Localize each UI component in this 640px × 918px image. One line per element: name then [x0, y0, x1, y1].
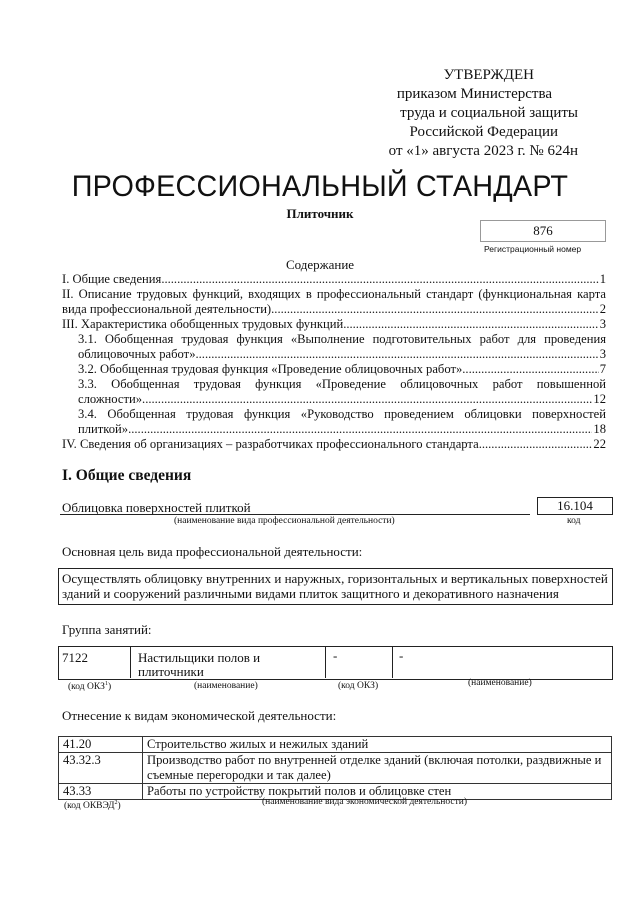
toc-item[interactable] [78, 422, 606, 437]
toc-item-text: I. Общие сведения [62, 272, 162, 286]
okved-code: 43.32.3 [59, 753, 143, 784]
toc-item-text-b: сложности» [78, 392, 143, 406]
okz-code-caption: (код ОКЗ$^1$) [68, 681, 112, 693]
okved-code: 41.20 [59, 737, 143, 753]
toc-item-text: IV. Сведения об организациях – разработчиках профессионального стандарта [62, 437, 479, 451]
toc-leader [462, 362, 598, 377]
activity-caption: (наименование вида профессиональной деятельности) [174, 516, 395, 526]
group-table-divider [325, 646, 326, 678]
toc-item-page: 7 [599, 362, 606, 376]
okved-name: Производство работ по внутренней отделке зданий (включая потолки, раздвижные и съемные перегородки и так далее) [143, 753, 612, 784]
toc-item-text-b: облицовочных работ» [78, 347, 196, 361]
toc-item-page: 2 [599, 302, 606, 316]
code-caption: код [567, 516, 581, 526]
toc-item[interactable] [62, 317, 606, 332]
toc-leader [161, 272, 598, 287]
toc-leader [271, 302, 599, 317]
toc-leader [196, 347, 599, 362]
toc-item-page: 3 [599, 347, 606, 361]
goal-text-line2: зданий и сооружений различными видами плиток защитного и декоративного назначения [62, 586, 559, 601]
group-table-divider [130, 646, 131, 678]
okz-code-2: - [333, 648, 338, 663]
toc-leader [343, 317, 599, 332]
toc-item-page: 18 [593, 422, 606, 436]
activity-underline [60, 514, 530, 515]
toc-heading: Содержание [285, 257, 355, 272]
toc-item-page: 1 [599, 272, 606, 286]
approval-line-2: приказом Министерства [396, 86, 552, 102]
registration-number-box: 876 [480, 220, 606, 242]
okz-code: 7122 [62, 650, 88, 665]
toc-item-text: 3.2. Обобщенная трудовая функция «Проведение облицовочных работ» [78, 362, 463, 376]
toc-leader [479, 437, 593, 452]
okz-name-line1: Настильщики полов и [138, 650, 261, 665]
goal-label: Основная цель вида профессиональной деятельности: [62, 544, 363, 559]
toc-leader [128, 422, 592, 437]
okved-code-caption: (код ОКВЭД$^2$) [64, 800, 121, 812]
page-title: ПРОФЕССИОНАЛЬНЫЙ СТАНДАРТ [71, 170, 569, 203]
table-row [59, 753, 612, 784]
toc-item-text-b: вида профессиональной деятельности) [62, 302, 272, 316]
group-table-divider [392, 646, 393, 678]
okz-code-2-caption: (код ОКЗ) [338, 681, 379, 691]
approval-block [389, 66, 578, 161]
toc-item-text-a[interactable]: 3.4. Обобщенная трудовая функция «Руководство проведением облицовки поверхностей [78, 407, 606, 421]
toc-leader [142, 392, 592, 407]
toc-item[interactable] [78, 392, 606, 407]
goal-text-line1: Осуществлять облицовку внутренних и наружных, горизонтальных и вертикальных поверхностей [62, 571, 608, 586]
approval-line-3: труда и социальной защиты [400, 105, 578, 121]
activity-name: Облицовка поверхностей плиткой [62, 500, 251, 515]
toc-item-text-a[interactable]: 3.1. Обобщенная трудовая функция «Выполнение подготовительных работ для проведения [78, 332, 606, 346]
okz-name-line2: плиточники [138, 664, 204, 679]
okved-table [58, 736, 612, 800]
section-heading: I. Общие сведения [62, 467, 192, 484]
toc-item[interactable] [78, 347, 606, 362]
table-of-contents [62, 272, 606, 452]
registration-number-label: Регистрационный номер [484, 244, 582, 254]
toc-item-text-a[interactable]: II. Описание трудовых функций, входящих в профессиональный стандарт (функциональная карта [62, 287, 606, 301]
page-subtitle: Плиточник [286, 206, 354, 221]
okved-name: Строительство жилых и нежилых зданий [143, 737, 612, 753]
okz-name-2-caption: (наименование) [468, 678, 532, 688]
toc-item[interactable] [62, 272, 606, 287]
toc-item[interactable] [62, 302, 606, 317]
approval-line-5: от «1» августа 2023 г. № 624н [388, 143, 578, 159]
toc-item-text: III. Характеристика обобщенных трудовых функций [62, 317, 344, 331]
toc-item[interactable] [78, 362, 606, 377]
okz-name-caption: (наименование) [194, 681, 258, 691]
toc-item-page: 22 [593, 437, 606, 451]
activity-code: 16.104 [537, 497, 613, 515]
table-row [59, 737, 612, 753]
okved-name: Работы по устройству покрытий полов и облицовке стен [143, 784, 612, 800]
approval-line-4: Российской Федерации [409, 124, 558, 140]
approval-line-1: УТВЕРЖДЕН [443, 67, 534, 83]
toc-item[interactable] [62, 437, 606, 452]
okz-name-2: - [399, 648, 404, 663]
okved-name-caption: (наименование вида экономической деятельности) [262, 797, 467, 807]
toc-item-page: 12 [593, 392, 606, 406]
econ-label: Отнесение к видам экономической деятельности: [62, 708, 337, 723]
toc-item-text-b: плиткой» [78, 422, 129, 436]
toc-item-text-a[interactable]: 3.3. Обобщенная трудовая функция «Проведение облицовочных работ повышенной [78, 377, 606, 391]
toc-item-page: 3 [599, 317, 606, 331]
group-label: Группа занятий: [62, 622, 152, 637]
okved-code: 43.33 [59, 784, 143, 800]
